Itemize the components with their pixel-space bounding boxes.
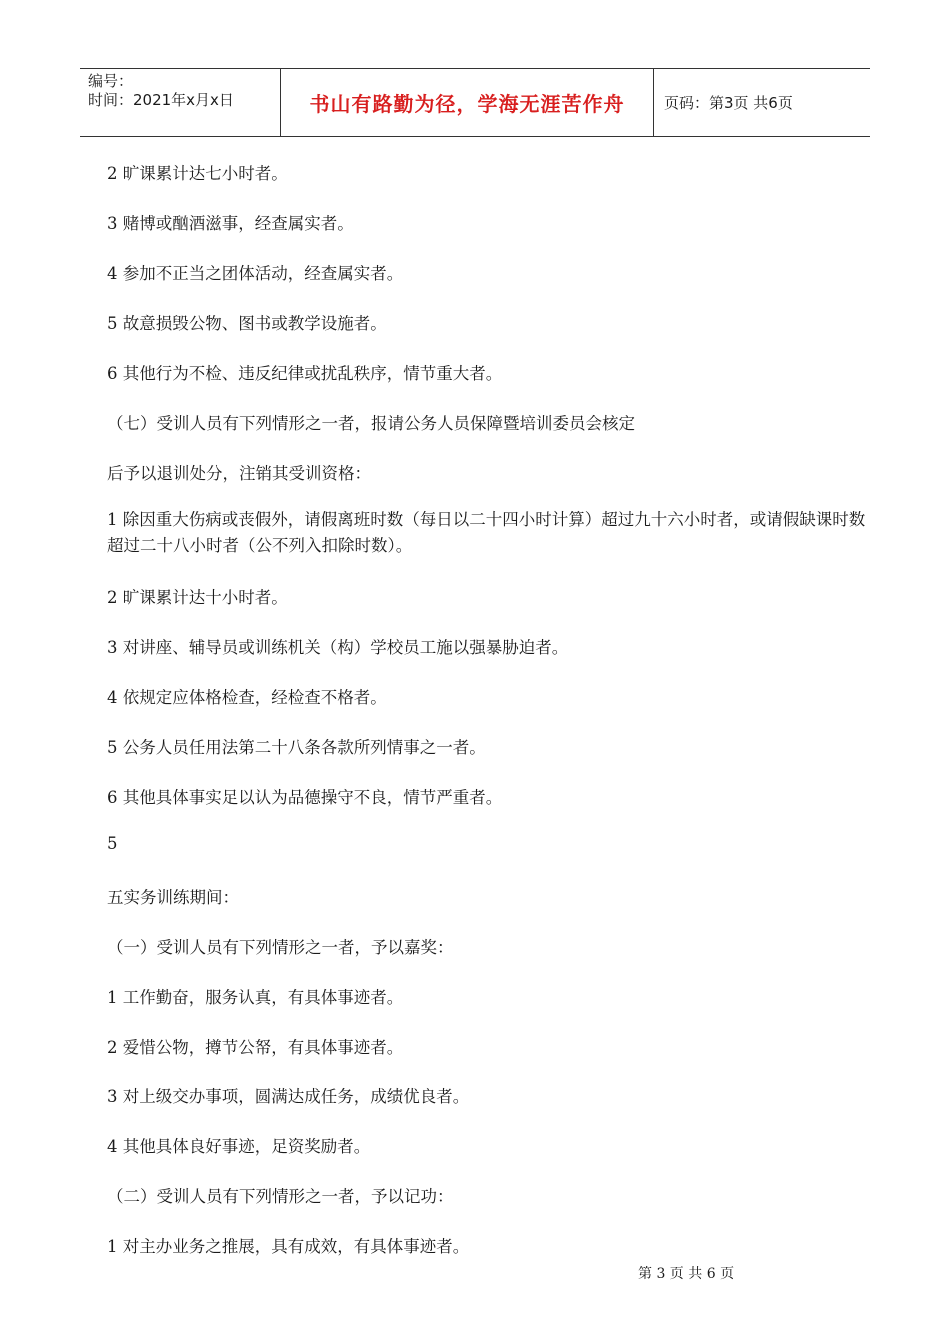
- section-heading: 五实务训练期间：: [107, 888, 239, 907]
- paragraph: 5 故意损毁公物、图书或教学设施者。: [107, 314, 387, 333]
- document-number-label: 编号：: [88, 72, 134, 90]
- section-number: 5: [107, 834, 118, 853]
- paragraph: 1 对主办业务之推展，具有成效，有具体事迹者。: [107, 1237, 470, 1256]
- paragraph: （一）受训人员有下列情形之一者，予以嘉奖：: [107, 938, 454, 957]
- page-header: [80, 68, 870, 137]
- paragraph: 6 其他具体事实足以认为品德操守不良，情节严重者。: [107, 788, 503, 807]
- paragraph: 3 对上级交办事项，圆满达成任务，成绩优良者。: [107, 1087, 470, 1106]
- paragraph: 4 依规定应体格检查，经检查不格者。: [107, 688, 387, 707]
- paragraph: 4 参加不正当之团体活动，经查属实者。: [107, 264, 404, 283]
- paragraph: 5 公务人员任用法第二十八条各款所列情事之一者。: [107, 738, 486, 757]
- paragraph: 3 对讲座、辅导员或训练机关（构）学校员工施以强暴胁迫者。: [107, 638, 569, 657]
- paragraph: 2 旷课累计达十小时者。: [107, 588, 288, 607]
- paragraph: （七）受训人员有下列情形之一者，报请公务人员保障暨培训委员会核定: [107, 414, 635, 433]
- paragraph: 1 工作勤奋，服务认真，有具体事迹者。: [107, 988, 404, 1007]
- paragraph: 2 爱惜公物，撙节公帑，有具体事迹者。: [107, 1038, 404, 1057]
- document-date-label: 时间：2021年x月x日: [88, 91, 234, 109]
- paragraph: 2 旷课累计达七小时者。: [107, 164, 288, 183]
- paragraph: 后予以退训处分，注销其受训资格：: [107, 464, 371, 483]
- paragraph: 4 其他具体良好事迹，足资奖励者。: [107, 1137, 371, 1156]
- paragraph-multiline: 1 除因重大伤病或丧假外，请假离班时数（每日以二十四小时计算）超过九十六小时者，或请假缺课时数超过二十八小时者（公不列入扣除时数）。: [107, 510, 866, 555]
- paragraph: 3 赌博或酗酒滋事，经查属实者。: [107, 214, 354, 233]
- header-motto: 书山有路勤为径，学海无涯苦作舟: [281, 69, 654, 136]
- paragraph: 6 其他行为不检、违反纪律或扰乱秩序，情节重大者。: [107, 364, 503, 383]
- paragraph: （二）受训人员有下列情形之一者，予以记功：: [107, 1187, 454, 1206]
- header-meta: [80, 69, 281, 136]
- page-footer: 第 3 页 共 6 页: [638, 1266, 735, 1282]
- header-page-info: 页码：第3页 共6页: [664, 94, 793, 112]
